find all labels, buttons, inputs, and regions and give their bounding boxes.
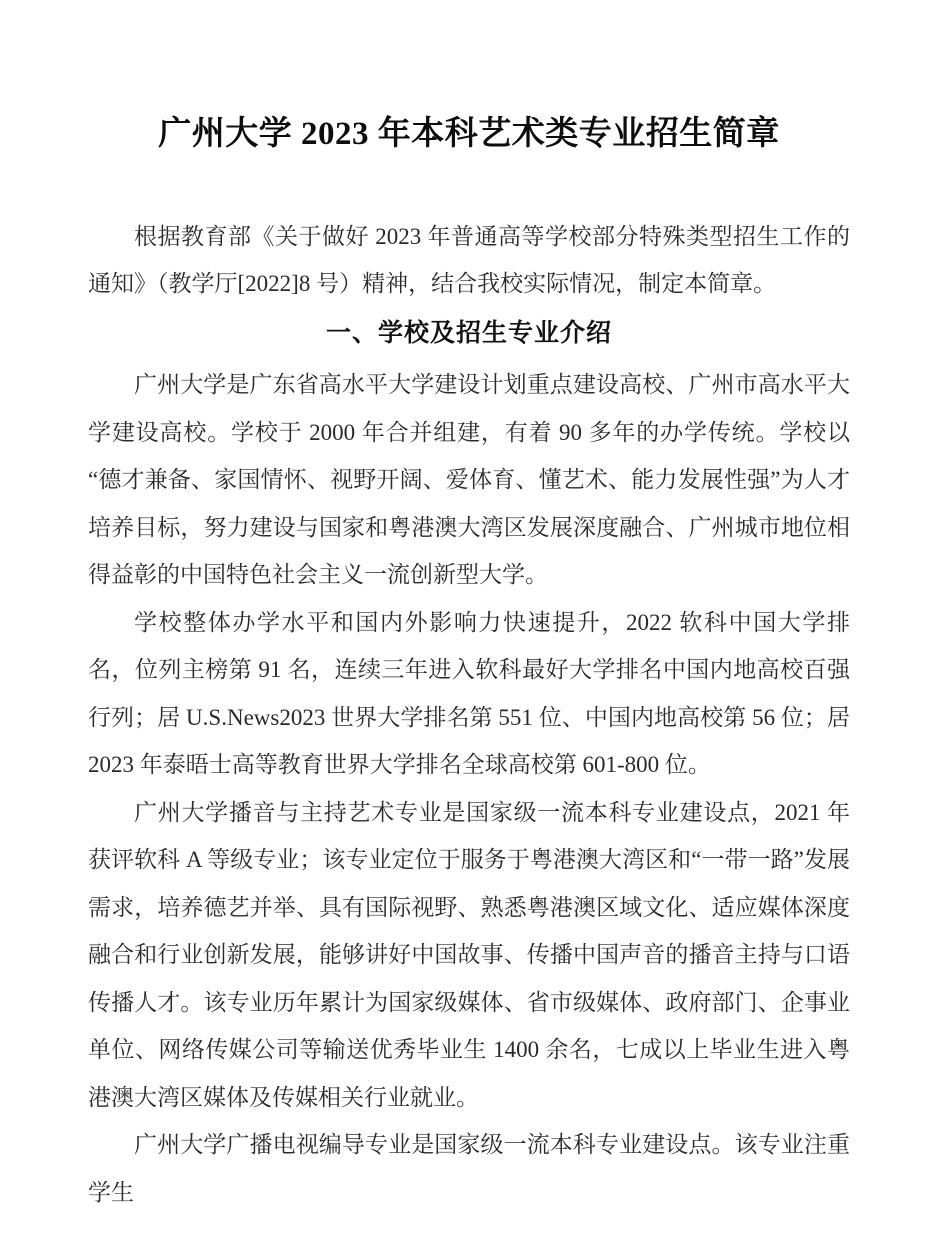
title-spacer (88, 156, 850, 213)
section-1-paragraph-2: 学校整体办学水平和国内外影响力快速提升，2022 软科中国大学排名，位列主榜第 91 名，连续三年进入软科最好大学排名中国内地高校百强行列；居 U.S.News2023 世界大学排名第 551 位、中国内地高校第 56 位；居 2023 年泰晤士高等教育世界大学排名全球高校第 601-800 位。 (88, 609, 850, 778)
intro-paragraph: 根据教育部《关于做好 2023 年普通高等学校部分特殊类型招生工作的通知》（教学厅[2022]8 号）精神，结合我校实际情况，制定本简章。 (88, 223, 850, 297)
document-body (88, 0, 850, 1216)
heading-spacer-top (88, 308, 850, 318)
heading-spacer-bottom (88, 349, 850, 361)
section-heading-1: 一、学校及招生专业介绍 (325, 318, 612, 347)
section-1-paragraph-3: 广州大学播音与主持艺术专业是国家级一流本科专业建设点，2021 年获评软科 A 等级专业；该专业定位于服务于粤港澳大湾区和“一带一路”发展需求，培养德艺并举、具有国际视野、熟悉粤港澳区域文化、适应媒体深度融合和行业创新发展，能够讲好中国故事、传播中国声音的播音主持与口语传播人才。该专业历年累计为国家级媒体、省市级媒体、政府部门、企事业单位、网络传媒公司等输送优秀毕业生 1400 余名，七成以上毕业生进入粤港澳大湾区媒体及传媒相关行业就业。 (88, 799, 850, 1110)
section-1-paragraph-1: 广州大学是广东省高水平大学建设计划重点建设高校、广州市高水平大学建设高校。学校于 2000 年合并组建，有着 90 多年的办学传统。学校以“德才兼备、家国情怀、视野开阔、爱体育、懂艺术、能力发展性强”为人才培养目标，努力建设与国家和粤港澳大湾区发展深度融合、广州城市地位相得益彰的中国特色社会主义一流创新型大学。 (88, 372, 850, 588)
section-1-paragraph-4: 广州大学广播电视编导专业是国家级一流本科专业建设点。该专业注重学生 (88, 1132, 850, 1205)
page-title: 广州大学 2023 年本科艺术类专业招生简章 (158, 116, 780, 152)
